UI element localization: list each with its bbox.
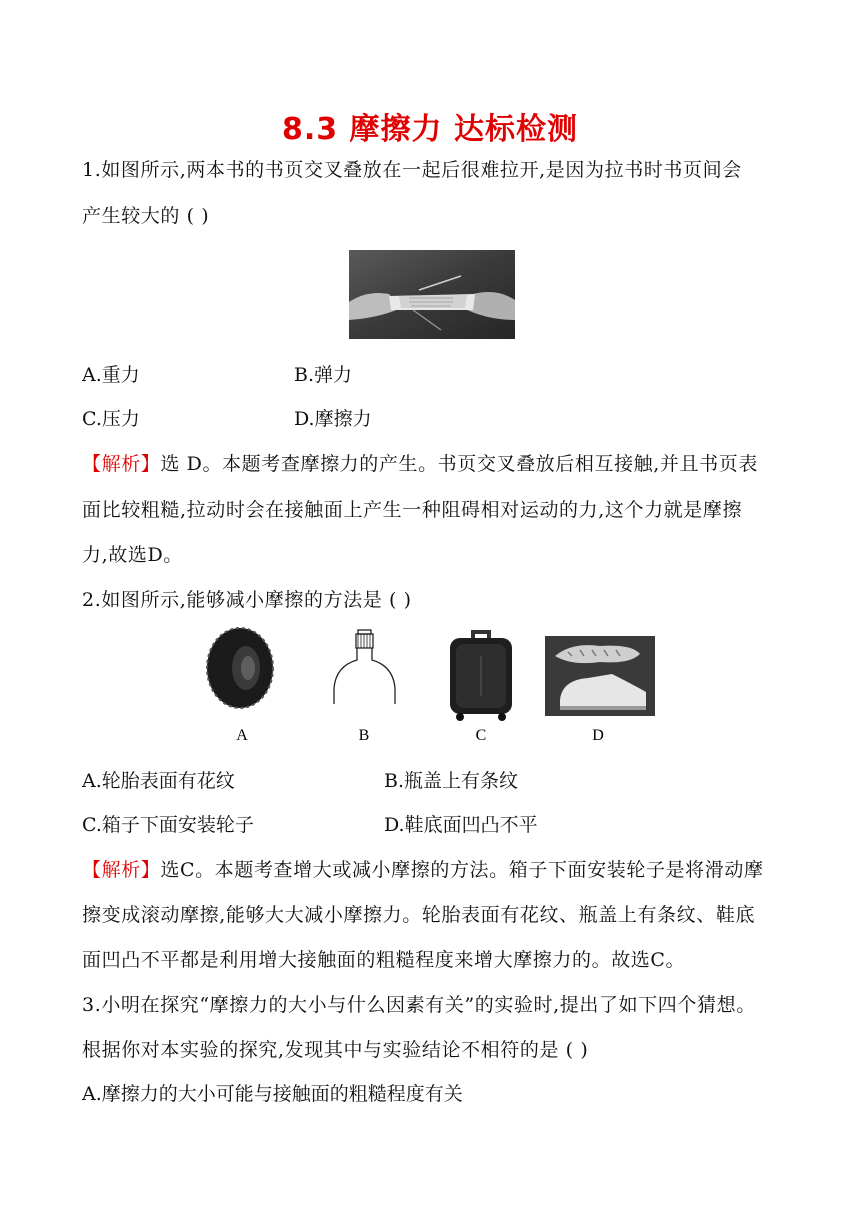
q2-option-c: C.箱子下面安装轮子 xyxy=(82,814,254,836)
q3-stem-line1: 3.小明在探究“摩擦力的大小与什么因素有关”的实验时,提出了如下四个猜想。 xyxy=(82,994,756,1016)
q1-analysis-tag: 【解析】 xyxy=(82,453,161,475)
q1-analysis-line2: 面比较粗糙,拉动时会在接触面上产生一种阻碍相对运动的力,这个力就是摩擦 xyxy=(82,499,743,521)
figure-label-d: D xyxy=(592,727,604,744)
q1-option-a: A.重力 xyxy=(82,364,140,386)
q1-stem-line1: 1.如图所示,两本书的书页交叉叠放在一起后很难拉开,是因为拉书时书页间会 xyxy=(82,159,742,181)
q1-analysis-line3: 力,故选D。 xyxy=(82,544,183,566)
page-title: 8.3 摩擦力 达标检测 xyxy=(281,112,579,147)
q1-stem-line2: 产生较大的 ( ) xyxy=(82,205,210,227)
q2-stem: 2.如图所示,能够减小摩擦的方法是 ( ) xyxy=(82,589,412,611)
books-interleaved-photo xyxy=(349,250,515,339)
suitcase-image xyxy=(450,630,512,721)
q2-option-b: B.瓶盖上有条纹 xyxy=(384,770,519,792)
figure-label-c: C xyxy=(475,727,487,744)
q2-option-a: A.轮胎表面有花纹 xyxy=(82,770,235,792)
figure-label-a: A xyxy=(236,727,248,744)
q1-option-b: B.弹力 xyxy=(294,364,353,386)
q2-analysis-text-1: 选C。本题考查增大或减小摩擦的方法。箱子下面安装轮子是将滑动摩 xyxy=(160,859,764,881)
figure-label-b: B xyxy=(358,727,370,744)
q2-analysis-line2: 擦变成滚动摩擦,能够大大减小摩擦力。轮胎表面有花纹、瓶盖上有条纹、鞋底 xyxy=(82,904,756,926)
q2-analysis-line3: 面凹凸不平都是利用增大接触面的粗糙程度来增大摩擦力的。故选C。 xyxy=(82,949,686,971)
q2-option-d: D.鞋底面凹凸不平 xyxy=(384,814,538,836)
q1-option-d: D.摩擦力 xyxy=(294,408,372,430)
friction-methods-figure xyxy=(200,626,670,748)
q1-analysis-text-1: 选 D。本题考查摩擦力的产生。书页交叉叠放后相互接触,并且书页表 xyxy=(160,453,758,475)
q2-analysis-line1 xyxy=(82,858,782,882)
shoe-sole-image xyxy=(545,636,655,716)
q2-analysis-tag: 【解析】 xyxy=(82,859,161,881)
q3-option-a: A.摩擦力的大小可能与接触面的粗糙程度有关 xyxy=(82,1083,463,1105)
q1-analysis-line1 xyxy=(82,452,782,476)
bottle-cap-drawing xyxy=(334,630,395,704)
q1-option-c: C.压力 xyxy=(82,408,140,430)
q3-stem-line2: 根据你对本实验的探究,发现其中与实验结论不相符的是 ( ) xyxy=(82,1039,589,1061)
tire-image xyxy=(207,628,273,708)
